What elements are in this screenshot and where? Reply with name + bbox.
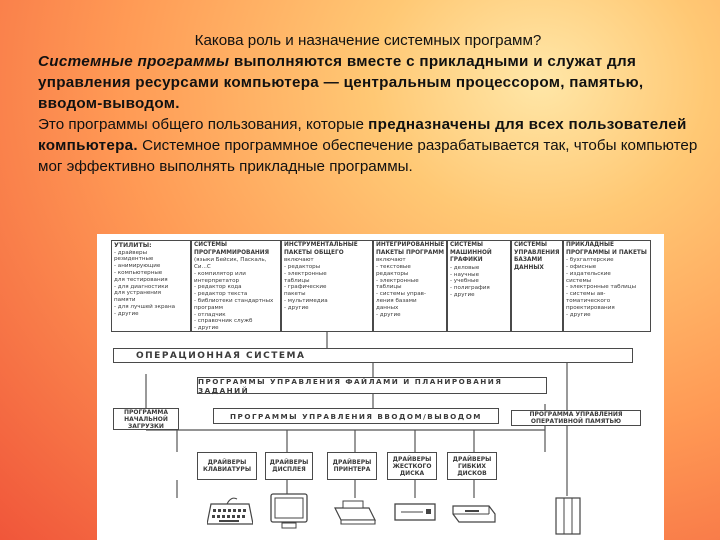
paragraph-1-text: выполняются вместе с прикладными и служат для управления ресурсами компьютера — центральным процессором, памятью, вводом-выводом. [38,53,644,112]
io-management-bar: ПРОГРАММЫ УПРАВЛЕНИЯ ВВОДОМ/ВЫВОДОМ [213,408,499,424]
paragraph-2 [38,114,698,177]
boot-loader-box: ПРОГРАММА НАЧАЛЬНОЙ ЗАГРУЗКИ [113,408,179,430]
floppy-driver-box: ДРАЙВЕРЫ ГИБКИХ ДИСКОВ [447,452,497,480]
tool-packages-title: ИНСТРУМЕНТАЛЬНЫЕ ПАКЕТЫ ОБЩЕГО [284,242,358,256]
paragraph-2-c: Системное программное обеспечение разрабатывается так, чтобы компьютер мог эффективно выполнять прикладные программы. [38,137,698,175]
monitor-icon [269,492,309,532]
file-management-bar: ПРОГРАММЫ УПРАВЛЕНИЯ ФАЙЛАМИ И ПЛАНИРОВАНИЯ ЗАДАНИЙ [197,377,547,394]
utilities-title: УТИЛИТЫ: [114,242,152,249]
memory-management-box: ПРОГРАММА УПРАВЛЕНИЯ ОПЕРАТИВНОЙ ПАМЯТЬЮ [511,410,641,426]
graphics-systems-list: - деловые - научные - учебные - полиграфия - другие [450,264,490,298]
memory-module-icon [553,496,583,536]
applied-programs-title: ПРИКЛАДНЫЕ ПРОГРАММЫ И ПАКЕТЫ [566,242,647,256]
programming-systems-list: (языки Бейсик, Паскаль, Си...С - компилятор или интерпретатор - редактор кода - редактор текста - библиотеки стандартных программ - отладчик - справочник служб - другие [194,257,274,332]
floppy-drive-icon [451,498,497,524]
integrated-packages-title: ИНТЕГРИРОВАННЫЕ ПАКЕТЫ ПРОГРАММ [376,242,445,256]
utilities-list: - драйверы резидентные - анимирующие - компьютерные для тестирования - для диагностики для устранения памяти - для лучшей экрана - другие [114,249,176,317]
tool-packages-box [281,240,373,332]
integrated-packages-list: включают - текстовые редакторы - электронные таблицы - системы управ- ления базами данных - другие [376,257,426,318]
programming-systems-box [191,240,281,332]
paragraph-2-b: предназначены для всех пользователей компьютера. [38,116,687,154]
keyboard-driver-box: ДРАЙВЕРЫ КЛАВИАТУРЫ [197,452,257,480]
paragraph-2-a: Это программы общего пользования, которые [38,116,369,133]
graphics-systems-box [447,240,511,332]
printer-icon [333,498,377,526]
display-driver-box: ДРАЙВЕРЫ ДИСПЛЕЯ [265,452,313,480]
paragraph-1 [38,51,698,114]
operating-system-bar: ОПЕРАЦИОННАЯ СИСТЕМА [113,348,633,363]
slide-text [38,30,698,177]
programming-systems-title: СИСТЕМЫ ПРОГРАММИРОВАНИЯ [194,242,270,256]
hard-disk-icon [393,500,437,524]
term-system-programs: Системные программы [38,53,230,70]
printer-driver-box: ДРАЙВЕРЫ ПРИНТЕРА [327,452,377,480]
dbms-box [511,240,563,332]
dbms-title: СИСТЕМЫ УПРАВЛЕНИЯ БАЗАМИ ДАННЫХ [514,242,560,271]
tool-packages-list: включают - редакторы - электронные таблицы - графические пакеты - мультимедиа - другие [284,257,328,311]
system-software-diagram [97,234,664,540]
hard-disk-driver-box: ДРАЙВЕРЫ ЖЕСТКОГО ДИСКА [387,452,437,480]
keyboard-icon [207,496,253,526]
graphics-systems-title: СИСТЕМЫ МАШИННОЙ ГРАФИКИ [450,242,492,264]
applied-programs-box [563,240,651,332]
utilities-box [111,240,191,332]
slide-question: Какова роль и назначение системных программ? [194,32,542,49]
applied-programs-list: - бухгалтерские - офисные - издательские системы - электронные таблицы - системы ав- томатического проектирования - другие [566,257,637,318]
integrated-packages-box [373,240,447,332]
